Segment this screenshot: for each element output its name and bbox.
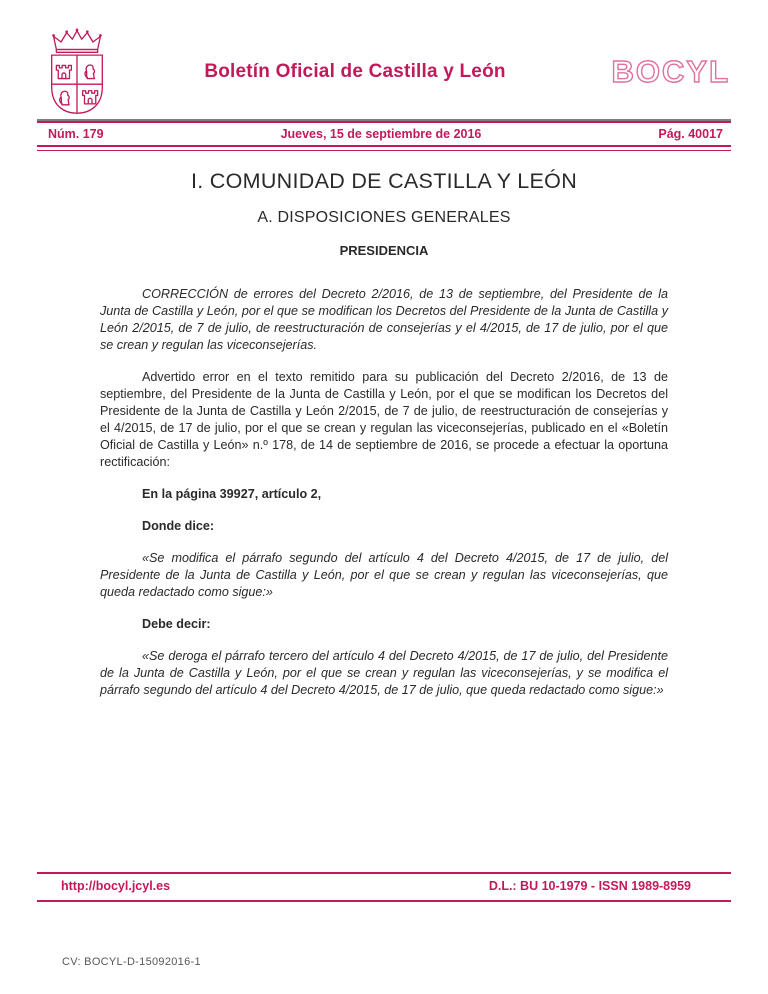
paragraphs bbox=[100, 286, 668, 699]
castilla-y-leon-coat-of-arms-icon bbox=[38, 27, 116, 117]
issue-number: Núm. 179 bbox=[48, 127, 104, 141]
bocyl-logo: BOCYL bbox=[611, 54, 730, 89]
masthead bbox=[0, 0, 768, 118]
cv-verification-code: CV: BOCYL-D-15092016-1 bbox=[62, 956, 201, 968]
legal-deposit: D.L.: BU 10-1979 - ISSN 1989-8959 bbox=[488, 879, 691, 893]
header-rules bbox=[37, 119, 731, 151]
bocyl-url-link[interactable]: http://bocyl.jcyl.es bbox=[61, 879, 171, 893]
body-paragraph: Advertido error en el texto remitido para su publicación del Decreto 2/2016, de 13 de septiembre, del Presidente de la Junta de Castilla y León, por el que se modifican los Decretos del Presidente de la Junta de Castilla y León 2/2015, de 7 de julio, de reestructuración de consejerías y el 4/2015, de 17 de julio, por el que se crean y regulan las viceconsejerías, publicado en el «Boletín Oficial de Castilla y León» n.º 178, de 14 de septiembre de 2016, se procede a efectuar la oportuna rectificación: bbox=[100, 370, 668, 469]
page-number: Pág. 40017 bbox=[658, 127, 723, 141]
masthead-title: Boletín Oficial de Castilla y León bbox=[204, 61, 506, 82]
info-bar-thin-rule bbox=[37, 150, 731, 151]
issue-date: Jueves, 15 de septiembre de 2016 bbox=[280, 127, 482, 141]
quoted-text-new: «Se deroga el párrafo tercero del artículo 4 del Decreto 4/2015, de 17 de julio, del Presidente de la Junta de Castilla y León, por el que se crean y regulan las viceconsejerías, y se modifica el párrafo segundo del artículo 4 del Decreto 4/2015, de 17 de julio, que queda redactado como sigue:» bbox=[100, 649, 668, 697]
debe-decir-label: Debe decir: bbox=[142, 617, 211, 631]
quoted-text-old: «Se modifica el párrafo segundo del artículo 4 del Decreto 4/2015, de 17 de julio, del Presidente de la Junta de Castilla y León, por el que se crean y regulan las viceconsejerías, que queda redactado como sigue:» bbox=[100, 551, 668, 599]
section-title: I. COMUNIDAD DE CASTILLA Y LEÓN bbox=[190, 169, 578, 193]
footer-band bbox=[37, 872, 731, 902]
donde-dice-label: Donde dice: bbox=[142, 519, 215, 533]
page-reference: En la página 39927, artículo 2, bbox=[142, 487, 322, 501]
department-title: PRESIDENCIA bbox=[339, 243, 429, 258]
document-body bbox=[0, 169, 768, 699]
subsection-title: A. DISPOSICIONES GENERALES bbox=[257, 209, 511, 226]
correction-summary: CORRECCIÓN de errores del Decreto 2/2016, de 13 de septiembre, del Presidente de la Junta de Castilla y León, por el que se modifican los Decretos del Presidente de la Junta de Castilla y León 2/2015, de 7 de julio, de reestructuración de consejerías y el 4/2015, de 17 de julio, por el que se crean y regulan las viceconsejerías. bbox=[100, 287, 668, 352]
info-bar bbox=[37, 123, 731, 145]
